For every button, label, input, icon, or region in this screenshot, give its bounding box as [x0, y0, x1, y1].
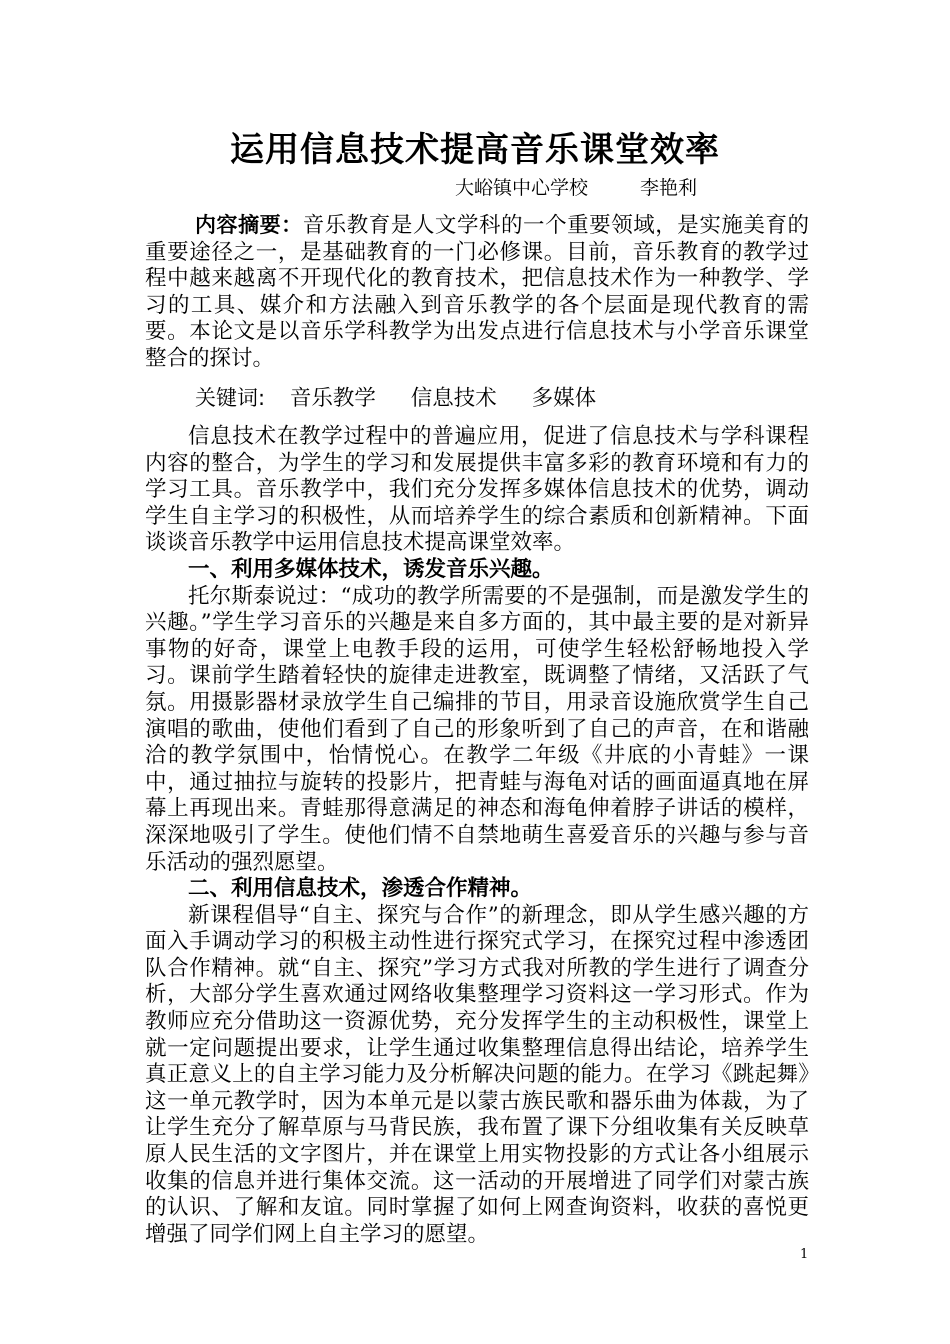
keyword: 多媒体	[531, 386, 597, 411]
keywords	[195, 384, 596, 413]
school-name: 大峪镇中心学校	[455, 177, 589, 199]
abstract	[145, 212, 809, 373]
keyword: 信息技术	[410, 386, 497, 411]
keywords-label: 关键词:	[195, 386, 266, 410]
section-heading: 一、利用多媒体技术，诱发音乐兴趣。	[188, 556, 554, 582]
abstract-text: 音乐教育是人文学科的一个重要领域，是实施美育的重要途径之一，是基础教育的一门必修课。目前，音乐教育的教学过程中越来越离不开现代化的教育技术，把信息技术作为一种教学、学习的工具、媒介和方法融入到音乐教学的各个层面是现代教育的需要。本论文是以音乐学科教学为出发点进行信息技术与小学音乐课堂整合的探讨。	[145, 213, 809, 371]
section-paragraph: 托尔斯泰说过：“成功的教学所需要的不是强制，而是激发学生的兴趣。”学生学习音乐的兴趣是来自多方面的，其中最主要的是对新异事物的好奇，课堂上电教手段的运用，可使学生轻松舒畅地投入学习。课前学生踏着轻快的旋律走进教室，既调整了情绪，又活跃了气氛。用摄影器材录放学生自己编排的节目，用录音设施欣赏学生自己演唱的歌曲，使他们看到了自己的形象听到了自己的声音，在和谐融洽的教学氛围中，怡情悦心。在教学二年级《井底的小青蛙》一课中，通过抽拉与旋转的投影片，把青蛙与海龟对话的画面逼真地在屏幕上再现出来。青蛙那得意满足的神态和海龟伸着脖子讲话的模样，深深地吸引了学生。使他们情不自禁地萌生喜爱音乐的兴趣与参与音乐活动的强烈愿望。	[145, 583, 809, 875]
author-line	[455, 176, 697, 200]
abstract-label: 内容摘要：	[195, 213, 303, 237]
section-heading: 二、利用信息技术，渗透合作精神。	[188, 876, 533, 902]
section-paragraph: 新课程倡导“自主、探究与合作”的新理念，即从学生感兴趣的方面入手调动学习的积极主动性进行探究式学习，在探究过程中渗透团队合作精神。就“自主、探究”学习方式我对所教的学生进行了调查分析，大部分学生喜欢通过网络收集整理学习资料这一学习形式。作为教师应充分借助这一资源优势，充分发挥学生的主动积极性，课堂上就一定问题提出要求，让学生通过收集整理信息得出结论，培养学生真正意义上的自主学习能力及分析解决问题的能力。在学习《跳起舞》这一单元教学时，因为本单元是以蒙古族民歌和器乐曲为体裁，为了让学生充分了解草原与马背民族，我布置了课下分组收集有关反映草原人民生活的文字图片，并在课堂上用实物投影的方式让各小组展示收集的信息并进行集体交流。这一活动的开展增进了同学们对蒙古族的认识、了解和友谊。同时掌握了如何上网查询资料，收获的喜悦更增强了同学们网上自主学习的愿望。	[145, 902, 809, 1247]
main-body	[145, 424, 809, 1248]
keyword: 音乐教学	[289, 386, 376, 411]
page-number: 1	[800, 1247, 809, 1262]
intro-paragraph: 信息技术在教学过程中的普遍应用，促进了信息技术与学科课程内容的整合，为学生的学习和发展提供丰富多彩的教育环境和有力的学习工具。音乐教学中，我们充分发挥多媒体信息技术的优势，调动学生自主学习的积极性，从而培养学生的综合素质和创新精神。下面谈谈音乐教学中运用信息技术提高课堂效率。	[145, 424, 809, 556]
document-title: 运用信息技术提高音乐课堂效率	[230, 130, 720, 170]
author-name: 李艳利	[640, 177, 698, 199]
